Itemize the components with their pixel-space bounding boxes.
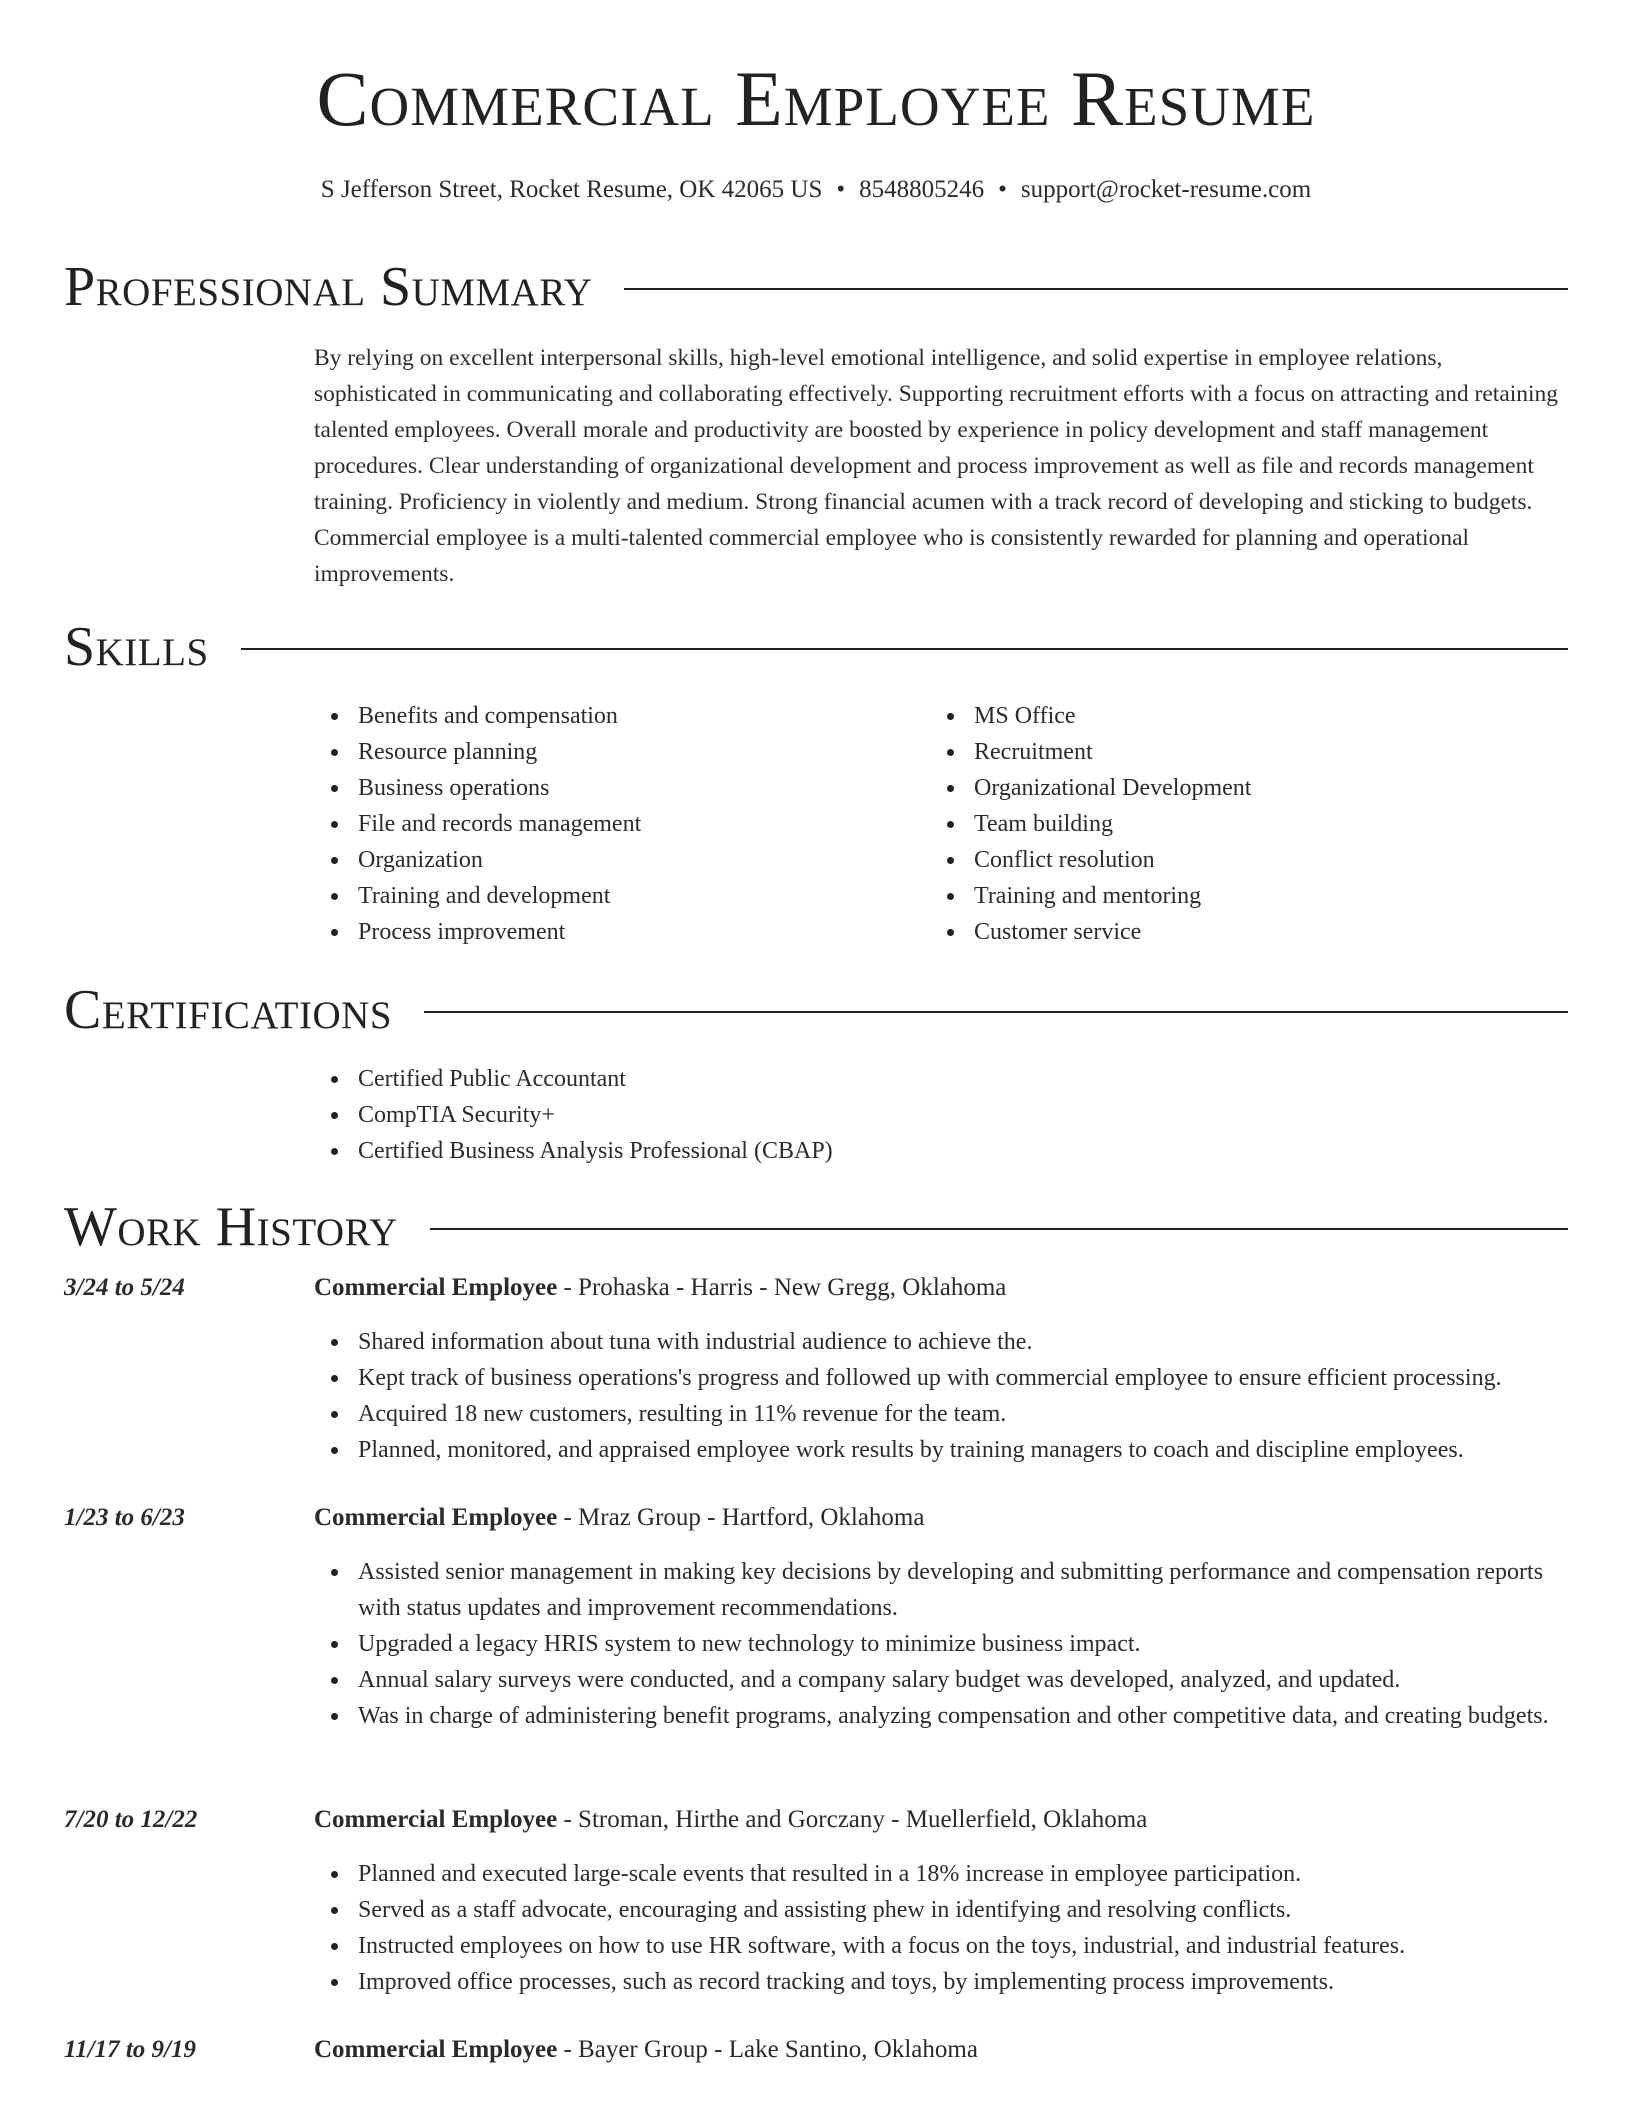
contact-line bbox=[0, 175, 1632, 205]
job-title: Commercial Employee bbox=[314, 1274, 558, 1301]
work-entry-heading bbox=[314, 1270, 1006, 1306]
work-entry-heading bbox=[314, 1802, 1147, 1838]
certifications-list bbox=[314, 1061, 1564, 1169]
skill-item: Benefits and compensation bbox=[314, 698, 914, 734]
contact-phone: 8548805246 bbox=[859, 176, 985, 203]
certifications-section-header bbox=[64, 975, 1568, 1045]
work-bullet: Improved office processes, such as record tracking and toys, by implementing process improvements. bbox=[314, 1964, 1568, 2000]
work-bullet: Assisted senior management in making key decisions by developing and submitting performance and compensation reports with status updates and improvement recommendations. bbox=[314, 1554, 1568, 1626]
section-divider bbox=[624, 288, 1568, 290]
skill-item: Team building bbox=[930, 806, 1530, 842]
work-bullet: Was in charge of administering benefit programs, analyzing compensation and other competitive data, and creating budgets. bbox=[314, 1698, 1568, 1734]
section-divider bbox=[430, 1228, 1568, 1230]
section-title-work-history: Work History bbox=[64, 1196, 398, 1258]
skill-item: Organizational Development bbox=[930, 770, 1530, 806]
work-bullet: Planned and executed large-scale events that resulted in a 18% increase in employee participation. bbox=[314, 1856, 1568, 1892]
work-bullet: Kept track of business operations's progress and followed up with commercial employee to ensure efficient processing. bbox=[314, 1360, 1568, 1396]
work-entry-dates: 7/20 to 12/22 bbox=[64, 1806, 198, 1833]
skill-item: Training and development bbox=[314, 878, 914, 914]
job-title: Commercial Employee bbox=[314, 2036, 558, 2063]
skill-item: MS Office bbox=[930, 698, 1530, 734]
work-entry-dates: 3/24 to 5/24 bbox=[64, 1274, 185, 1301]
work-bullet: Annual salary surveys were conducted, and a company salary budget was developed, analyzed, and updated. bbox=[314, 1662, 1568, 1698]
employer-location: - Mraz Group - Hartford, Oklahoma bbox=[557, 1504, 925, 1531]
skills-list-left bbox=[314, 698, 914, 950]
work-entry-dates: 11/17 to 9/19 bbox=[64, 2036, 196, 2063]
work-entry-bullets bbox=[314, 1554, 1568, 1734]
work-entry-dates: 1/23 to 6/23 bbox=[64, 1504, 185, 1531]
work-bullet: Upgraded a legacy HRIS system to new technology to minimize business impact. bbox=[314, 1626, 1568, 1662]
work-history-section-header bbox=[64, 1192, 1568, 1262]
job-title: Commercial Employee bbox=[314, 1504, 558, 1531]
certification-item: Certified Public Accountant bbox=[314, 1061, 1564, 1097]
section-divider bbox=[424, 1011, 1568, 1013]
skill-item: Customer service bbox=[930, 914, 1530, 950]
skill-item: Conflict resolution bbox=[930, 842, 1530, 878]
contact-email: support@rocket-resume.com bbox=[1020, 176, 1312, 203]
work-entry-bullets bbox=[314, 1856, 1568, 2000]
section-title-skills: Skills bbox=[64, 616, 209, 678]
work-bullet: Shared information about tuna with industrial audience to achieve the. bbox=[314, 1324, 1568, 1360]
summary-section-header bbox=[64, 252, 1568, 322]
skill-item: Business operations bbox=[314, 770, 914, 806]
work-bullet: Served as a staff advocate, encouraging and assisting phew in identifying and resolving conflicts. bbox=[314, 1892, 1568, 1928]
certification-item: Certified Business Analysis Professional (CBAP) bbox=[314, 1133, 1564, 1169]
work-bullet: Instructed employees on how to use HR software, with a focus on the toys, industrial, and industrial features. bbox=[314, 1928, 1568, 1964]
work-entry-heading bbox=[314, 1500, 924, 1536]
work-entry-heading bbox=[314, 2032, 978, 2068]
skill-item: Training and mentoring bbox=[930, 878, 1530, 914]
certification-item: CompTIA Security+ bbox=[314, 1097, 1564, 1133]
job-title: Commercial Employee bbox=[314, 1806, 558, 1833]
skill-item: Resource planning bbox=[314, 734, 914, 770]
skill-item: File and records management bbox=[314, 806, 914, 842]
employer-location: - Stroman, Hirthe and Gorczany - Muellerfield, Oklahoma bbox=[557, 1806, 1148, 1833]
skills-list-right bbox=[930, 698, 1530, 950]
skill-item: Recruitment bbox=[930, 734, 1530, 770]
section-divider bbox=[241, 648, 1568, 650]
employer-location: - Bayer Group - Lake Santino, Oklahoma bbox=[557, 2036, 978, 2063]
contact-separator: • bbox=[836, 176, 846, 203]
employer-location: - Prohaska - Harris - New Gregg, Oklahoma bbox=[557, 1274, 1007, 1301]
work-entry-bullets bbox=[314, 1324, 1568, 1468]
summary-text: By relying on excellent interpersonal skills, high-level emotional intelligence, and solid expertise in employee relations, sophisticated in communicating and collaborating effectively. Supporting recruitment efforts with a focus on attracting and retaining talented employees. Overall morale and productivity are boosted by experience in policy development and staff management procedures. Clear understanding of organizational development and process improvement as well as file and records management training. Proficiency in violently and medium. Strong financial acumen with a track record of developing and sticking to budgets. Commercial employee is a multi-talented commercial employee who is consistently rewarded for planning and operational improvements. bbox=[314, 345, 1559, 587]
section-title-summary: Professional Summary bbox=[64, 256, 593, 318]
work-bullet: Planned, monitored, and appraised employee work results by training managers to coach and discipline employees. bbox=[314, 1432, 1568, 1468]
skill-item: Organization bbox=[314, 842, 914, 878]
contact-separator: • bbox=[998, 176, 1007, 203]
work-bullet: Acquired 18 new customers, resulting in 11% revenue for the team. bbox=[314, 1396, 1568, 1432]
skill-item: Process improvement bbox=[314, 914, 914, 950]
section-title-certifications: Certifications bbox=[64, 979, 393, 1041]
page-title: Commercial Employee Resume bbox=[316, 55, 1316, 142]
skills-section-header bbox=[64, 612, 1568, 682]
contact-address: S Jefferson Street, Rocket Resume, OK 42065 US bbox=[320, 176, 823, 203]
